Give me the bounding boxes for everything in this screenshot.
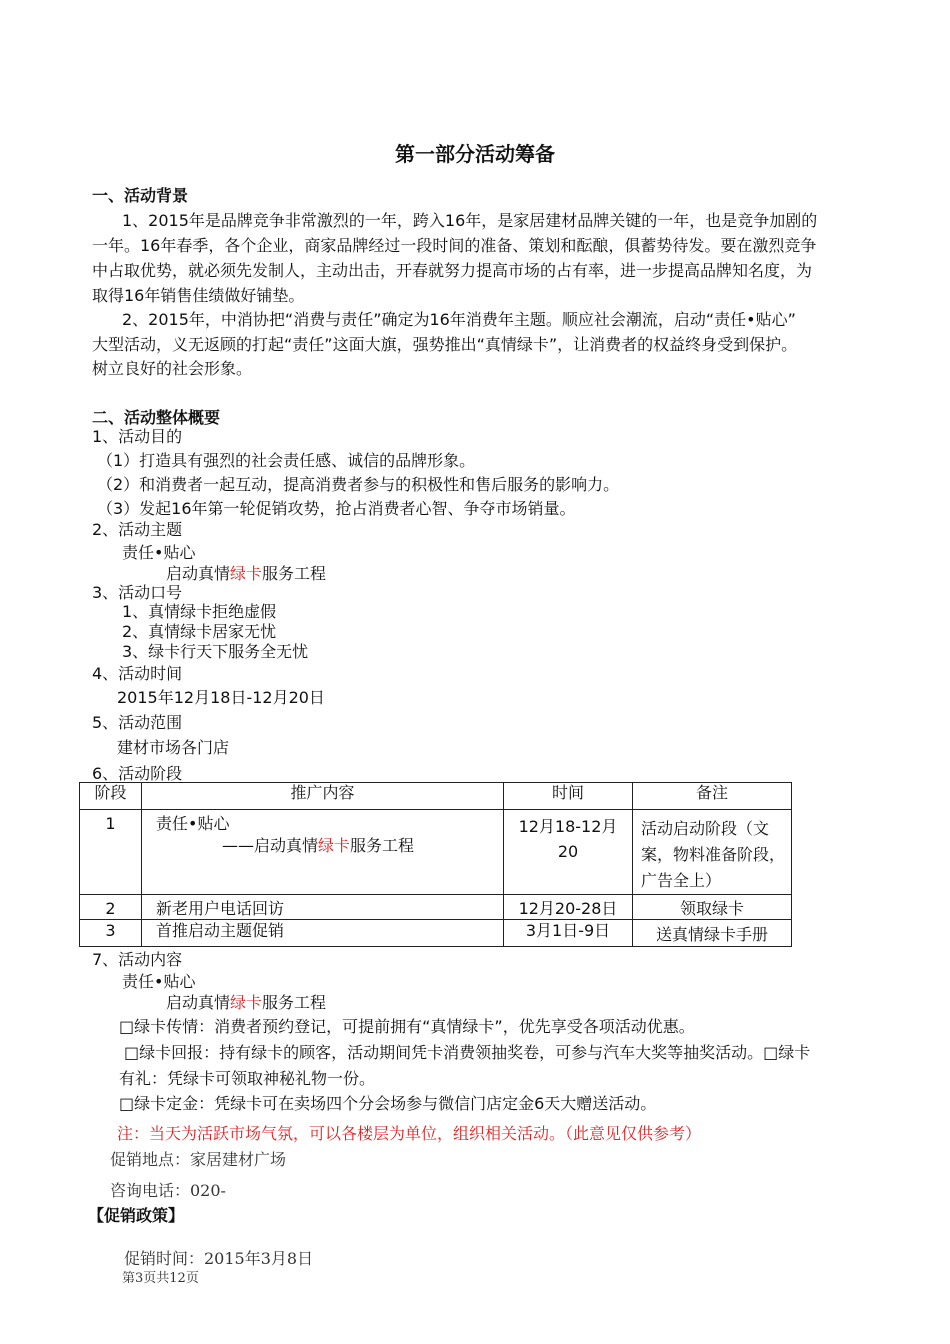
subheading-theme: 2、活动主题 [92,520,183,539]
paragraph-line: 1、2015年是品牌竞争非常激烈的一年，跨入16年，是家居建材品牌关键的一年，也是竞争加剧的 [122,211,818,230]
subheading-time: 4、活动时间 [92,664,183,683]
slogan-item: 3、绿卡行天下服务全无忧 [122,642,309,661]
table-header: 阶段 [80,783,142,810]
content-line-1: 责任•贴心 [156,814,230,833]
stage-table [79,782,792,947]
table-row [80,810,792,895]
subheading-scope: 5、活动范围 [92,713,183,732]
note-cell: 领取绿卡 [633,895,792,920]
content-item: □绿卡回报：持有绿卡的顾客，活动期间凭卡消费领抽奖卷，可参与汽车大奖等抽奖活动。□绿卡 [124,1043,811,1062]
promo-phone: 咨询电话：020- [110,1181,226,1200]
content-item: □绿卡传情：消费者预约登记，可提前拥有“真情绿卡”，优先享受各项活动优惠。 [119,1017,695,1036]
note-cell: 送真情绿卡手册 [633,920,792,947]
paragraph-line: 取得16年销售佳绩做好铺垫。 [92,286,305,305]
subheading-content: 7、活动内容 [92,950,183,969]
page-footer: 第3页共12页 [122,1271,199,1286]
promo-time: 促销时间：2015年3月8日 [124,1249,314,1268]
paragraph-line: 一年。16年春季，各个企业，商家品牌经过一段时间的准备、策划和酝酿，俱蓄势待发。要在激烈竞争 [92,236,817,255]
table-row [80,895,792,920]
content-cell [142,810,504,895]
content-item: 有礼：凭绿卡可领取神秘礼物一份。 [119,1069,376,1088]
goal-item: （1）打造具有强烈的社会责任感、诚信的品牌形象。 [97,451,476,470]
content-cell: 新老用户电话回访 [142,895,504,920]
paragraph-line: 中占取优势，就必须先发制人，主动出击，开春就努力提高市场的占有率，进一步提高品牌知名度，为 [92,261,813,280]
slogan-item: 1、真情绿卡拒绝虚假 [122,602,277,621]
subheading-stage: 6、活动阶段 [92,764,183,783]
promo-place: 促销地点：家居建材广场 [110,1150,287,1169]
theme-line-1: 责任•贴心 [122,543,196,562]
time-cell: 3月1日-9日 [504,920,633,947]
table-header: 时间 [504,783,633,810]
content-line-1: 责任•贴心 [122,972,196,991]
content-item: □绿卡定金：凭绿卡可在卖场四个分会场参与微信门店定金6天大赠送活动。 [119,1094,657,1113]
note-cell: 活动启动阶段（文案，物料准备阶段，广告全上） [633,810,792,895]
content-line-2: 启动真情绿卡服务工程 [166,993,327,1012]
table-header: 备注 [633,783,792,810]
scope-value: 建材市场各门店 [117,738,230,757]
subheading-goal: 1、活动目的 [92,427,183,446]
content-line-2: ——启动真情绿卡服务工程 [222,836,415,855]
slogan-item: 2、真情绿卡居家无忧 [122,622,277,641]
time-cell: 12月20-28日 [504,895,633,920]
stage-cell: 1 [80,810,142,895]
theme-line-2: 启动真情绿卡服务工程 [166,564,327,583]
time-value: 2015年12月18日-12月20日 [117,688,325,707]
section-heading-overview: 二、活动整体概要 [92,408,221,427]
page-title: 第一部分活动筹备 [395,142,555,166]
goal-item: （3）发起16年第一轮促销攻势，抢占消费者心智、争夺市场销量。 [97,499,576,518]
stage-cell: 3 [80,920,142,947]
section-heading-background: 一、活动背景 [92,186,189,205]
note-text: 注：当天为活跃市场气氛，可以各楼层为单位，组织相关活动。（此意见仅供参考） [117,1124,702,1143]
subheading-slogan: 3、活动口号 [92,583,183,602]
policy-heading: 【促销政策】 [88,1206,185,1225]
table-header: 推广内容 [142,783,504,810]
paragraph-line: 树立良好的社会形象。 [92,359,253,378]
goal-item: （2）和消费者一起互动，提高消费者参与的积极性和售后服务的影响力。 [97,475,620,494]
paragraph-line: 大型活动，义无返顾的打起“责任”这面大旗，强势推出“真情绿卡”，让消费者的权益终身受到保护。 [92,335,798,354]
paragraph-line: 2、2015年，中消协把“消费与责任”确定为16年消费年主题。顺应社会潮流，启动“责任•贴心” [122,310,796,329]
time-cell: 12月18-12月20 [504,810,633,895]
stage-cell: 2 [80,895,142,920]
content-cell: 首推启动主题促销 [142,920,504,947]
table-row [80,920,792,947]
